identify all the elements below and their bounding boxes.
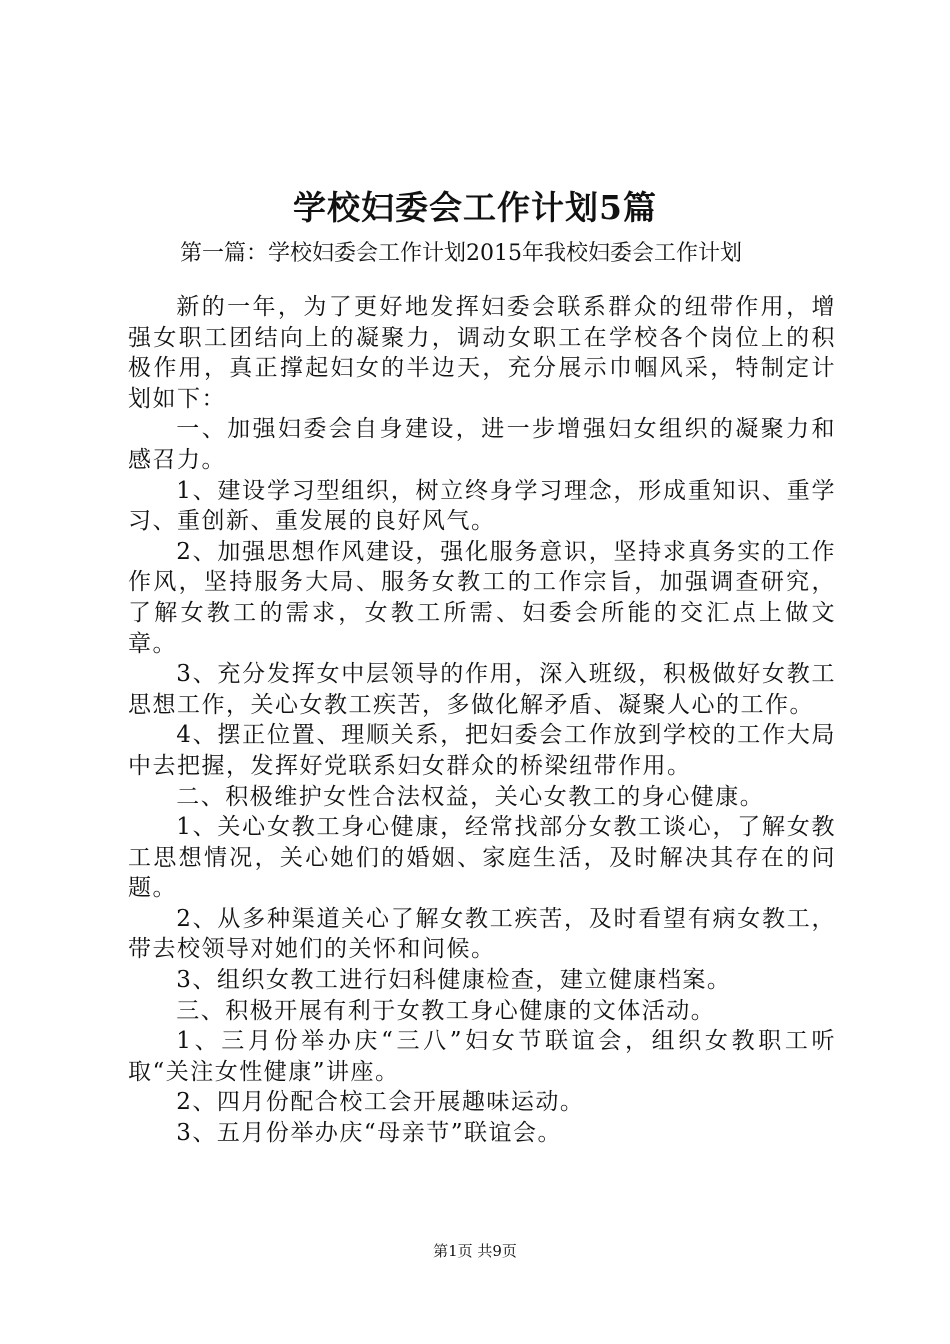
list-item: 1、建设学习型组织，树立终身学习理念，形成重知识、重学习、重创新、重发展的良好风气。 (128, 477, 836, 535)
page-footer: 第1页 共9页 (433, 1242, 517, 1260)
document-subtitle: 第一篇：学校妇委会工作计划2015年我校妇委会工作计划 (180, 241, 742, 266)
document-body (128, 292, 836, 1149)
section-heading-2: 二、积极维护女性合法权益，关心女教工的身心健康。 (176, 783, 765, 810)
list-item: 2、四月份配合校工会开展趣味运动。 (176, 1089, 585, 1116)
list-item: 3、组织女教工进行妇科健康检查，建立健康档案。 (176, 967, 732, 994)
section-heading-1: 一、加强妇委会自身建设，进一步增强妇女组织的凝聚力和感召力。 (128, 416, 836, 473)
list-item: 3、五月份举办庆“母亲节”联谊会。 (176, 1120, 562, 1147)
list-item: 3、充分发挥女中层领导的作用，深入班级，积极做好女教工思想工作，关心女教工疾苦，多做化解矛盾、凝聚人心的工作。 (128, 661, 836, 718)
section-heading-3: 三、积极开展有利于女教工身心健康的文体活动。 (176, 997, 716, 1024)
intro-paragraph: 新的一年，为了更好地发挥妇委会联系群众的纽带作用，增强女职工团结向上的凝聚力，调动女职工在学校各个岗位上的积极作用，真正撑起妇女的半边天，充分展示巾帼风采，特制定计划如下： (128, 294, 836, 412)
list-item: 1、关心女教工身心健康，经常找部分女教工谈心，了解女教工思想情况，关心她们的婚姻、家庭生活，及时解决其存在的问题。 (128, 814, 836, 902)
document-title: 学校妇委会工作计划5篇 (293, 188, 657, 227)
list-item: 2、加强思想作风建设，强化服务意识，坚持求真务实的工作作风，坚持服务大局、服务女教工的工作宗旨，加强调查研究，了解女教工的需求，女教工所需、妇委会所能的交汇点上做文章。 (128, 538, 836, 657)
list-item: 4、摆正位置、理顺关系，把妇委会工作放到学校的工作大局中去把握，发挥好党联系妇女群众的桥梁纽带作用。 (128, 722, 836, 779)
list-item: 1、三月份举办庆“三八”妇女节联谊会，组织女教职工听取“关注女性健康”讲座。 (128, 1028, 836, 1085)
list-item: 2、从多种渠道关心了解女教工疾苦，及时看望有病女教工，带去校领导对她们的关怀和问候。 (128, 905, 836, 963)
